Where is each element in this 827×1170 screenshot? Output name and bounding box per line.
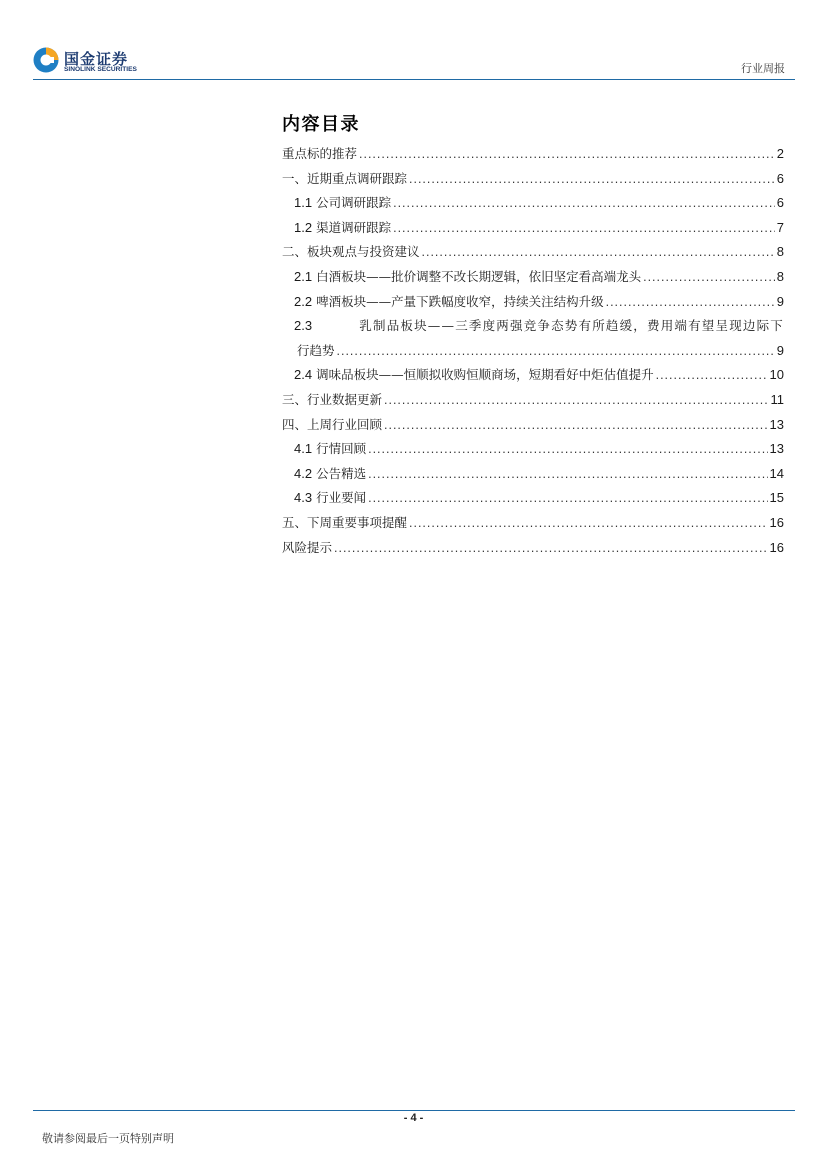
toc-entry-text: 四、上周行业回顾 bbox=[282, 416, 383, 432]
toc-entry[interactable] bbox=[282, 240, 784, 265]
toc-entry[interactable] bbox=[282, 388, 784, 413]
toc-subentry-continued[interactable] bbox=[282, 339, 784, 364]
toc-leader-dots bbox=[334, 536, 768, 561]
toc-entry-page: 9 bbox=[776, 293, 784, 309]
page-number: - 4 - bbox=[403, 1112, 424, 1124]
toc-entry-text: 行业要闻 bbox=[316, 490, 367, 506]
toc-entry-number: 1.1 bbox=[294, 195, 313, 211]
toc-entry-number: 2.1 bbox=[294, 268, 313, 284]
toc-entry[interactable] bbox=[282, 536, 784, 561]
toc-entry-page: 8 bbox=[776, 244, 784, 260]
company-logo bbox=[33, 46, 153, 78]
toc-leader-dots bbox=[368, 462, 767, 487]
toc-leader-dots bbox=[368, 437, 767, 462]
toc-leader-dots bbox=[409, 167, 775, 192]
toc-leader-dots bbox=[606, 290, 775, 315]
toc-leader-dots bbox=[393, 216, 775, 241]
toc-entry-text: 三、行业数据更新 bbox=[282, 391, 383, 407]
toc-entry-page: 6 bbox=[776, 195, 784, 211]
toc-entry-text: 五、下周重要事项提醒 bbox=[282, 514, 408, 530]
toc-subentry[interactable] bbox=[282, 462, 784, 487]
sinolink-logo-icon bbox=[33, 47, 59, 73]
toc-subentry[interactable] bbox=[282, 290, 784, 315]
footer-divider bbox=[33, 1110, 795, 1111]
toc-entry-text: 公告精选 bbox=[316, 465, 367, 481]
toc-subentry[interactable] bbox=[282, 216, 784, 241]
toc-subentry[interactable] bbox=[282, 437, 784, 462]
toc-entry-page: 2 bbox=[776, 146, 784, 161]
toc-entry-page: 13 bbox=[769, 416, 784, 432]
toc-entry-text: 白酒板块——批价调整不改长期逻辑，依旧坚定看高端龙头 bbox=[316, 268, 642, 284]
toc-entry-page: 10 bbox=[769, 367, 784, 383]
logo-english-name: SINOLINK SECURITIES bbox=[64, 66, 137, 73]
toc-entry-page: 16 bbox=[769, 539, 784, 555]
toc-subentry[interactable] bbox=[282, 363, 784, 388]
toc-entry-text: 行情回顾 bbox=[316, 441, 367, 457]
toc-entry[interactable] bbox=[282, 142, 784, 167]
toc-leader-dots bbox=[384, 388, 768, 413]
toc-leader-dots bbox=[422, 240, 775, 265]
toc-entry-text: 风险提示 bbox=[282, 539, 333, 555]
toc-leader-dots bbox=[359, 142, 775, 167]
toc-entry-text: 调味品板块——恒顺拟收购恒顺商场，短期看好中炬估值提升 bbox=[316, 367, 654, 383]
toc-leader-dots bbox=[384, 413, 768, 438]
toc-entry-page: 13 bbox=[769, 441, 784, 457]
toc-entry-text: 二、板块观点与投资建议 bbox=[282, 244, 420, 260]
page-header bbox=[0, 0, 827, 82]
toc-entry-text: 重点标的推荐 bbox=[282, 146, 358, 161]
logo-chinese-name: 国金证券 bbox=[64, 50, 129, 68]
toc-entry-number: 2.2 bbox=[294, 293, 313, 309]
toc-entry-text: 啤酒板块——产量下跌幅度收窄，持续关注结构升级 bbox=[316, 293, 604, 309]
toc-entry-number: 2.3 bbox=[294, 318, 313, 334]
toc-entry-page: 8 bbox=[776, 268, 784, 284]
toc-entry-page: 9 bbox=[776, 342, 784, 358]
toc-entry-number: 4.1 bbox=[294, 441, 313, 457]
footer-disclaimer: 敬请参阅最后一页特别声明 bbox=[42, 1132, 174, 1145]
toc-entry-text: 公司调研跟踪 bbox=[316, 195, 392, 211]
toc-title: 内容目录 bbox=[282, 114, 360, 135]
toc-leader-dots bbox=[393, 191, 775, 216]
toc-entry-page: 16 bbox=[769, 514, 784, 530]
toc-entry[interactable] bbox=[282, 511, 784, 536]
toc-entry-page: 15 bbox=[769, 490, 784, 506]
toc-entry-number: 1.2 bbox=[294, 219, 313, 235]
toc-entry-page: 7 bbox=[776, 219, 784, 235]
toc-leader-dots bbox=[643, 265, 775, 290]
toc-entry[interactable] bbox=[282, 413, 784, 438]
toc-subentry[interactable] bbox=[282, 314, 784, 339]
toc-entry-page: 14 bbox=[769, 465, 784, 481]
toc-entry[interactable] bbox=[282, 167, 784, 192]
toc-leader-dots bbox=[368, 486, 767, 511]
toc-entry-text: 渠道调研跟踪 bbox=[316, 219, 392, 235]
toc-subentry[interactable] bbox=[282, 191, 784, 216]
toc-entry-text: 乳制品板块——三季度两强竞争态势有所趋缓，费用端有望呈现边际下 bbox=[359, 318, 784, 334]
toc-subentry[interactable] bbox=[282, 486, 784, 511]
toc-subentry[interactable] bbox=[282, 265, 784, 290]
toc-leader-dots bbox=[337, 339, 775, 364]
toc-entry-text: 一、近期重点调研跟踪 bbox=[282, 170, 408, 186]
toc-entry-text-continued: 行趋势 bbox=[297, 342, 335, 358]
toc-entry-number: 4.2 bbox=[294, 465, 313, 481]
toc-entry-number: 4.3 bbox=[294, 490, 313, 506]
toc-entry-number: 2.4 bbox=[294, 367, 313, 383]
toc-entry-page: 6 bbox=[776, 170, 784, 186]
header-divider bbox=[33, 79, 795, 80]
table-of-contents bbox=[282, 142, 784, 560]
toc-entry-page: 11 bbox=[770, 391, 784, 407]
toc-leader-dots bbox=[409, 511, 768, 536]
toc-leader-dots bbox=[656, 363, 768, 388]
report-type-label: 行业周报 bbox=[741, 62, 785, 75]
